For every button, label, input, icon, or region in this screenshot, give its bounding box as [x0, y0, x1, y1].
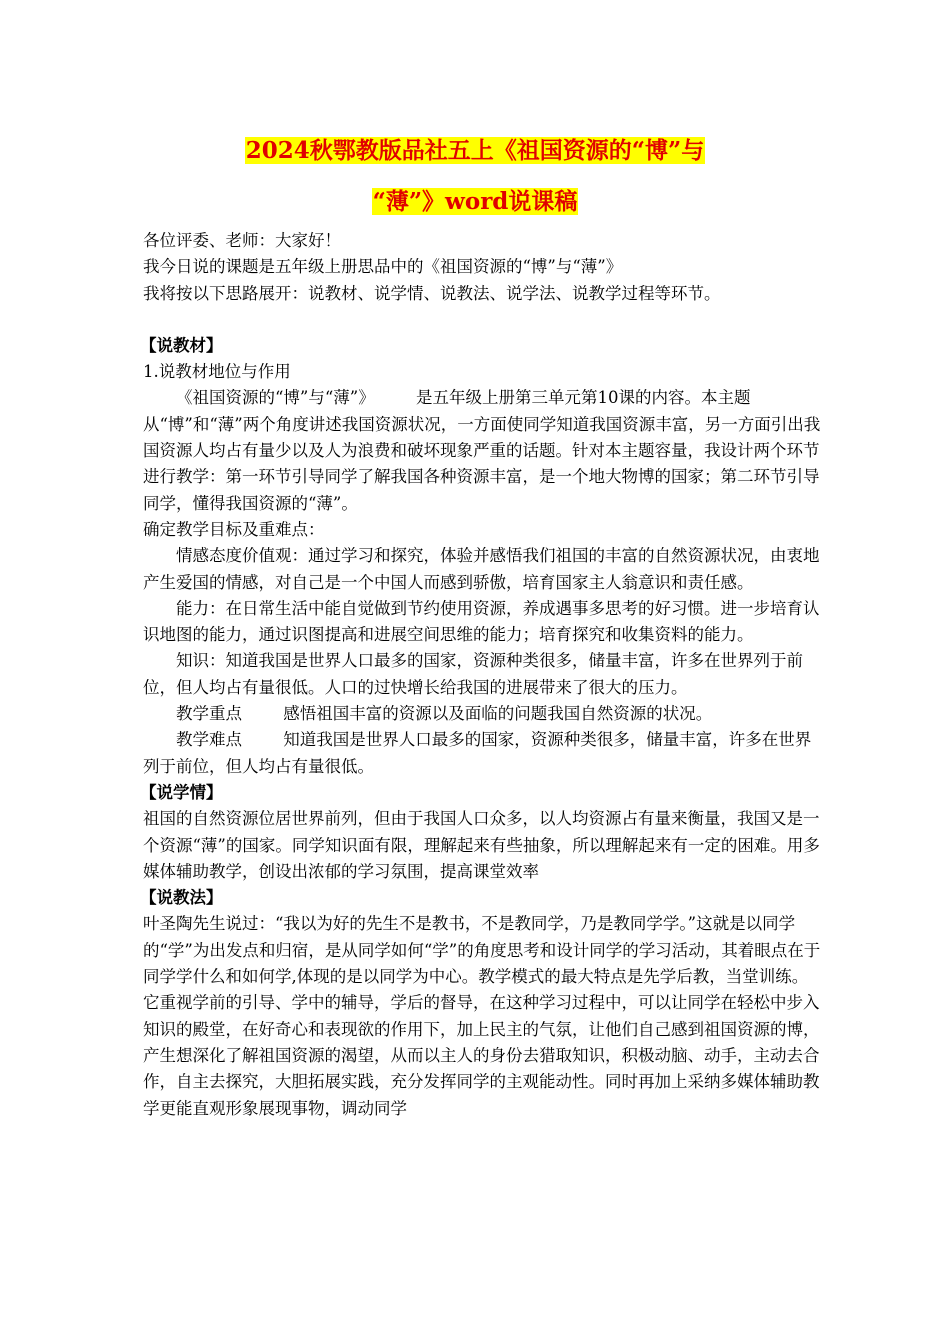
section-heading-methods: 【说教法】 — [140, 888, 223, 908]
difficulty-text: 知道我国是世界人口最多的国家，资源种类很多，储量丰富，许多在世界列于前位，但人均占有量很低。 — [143, 730, 812, 776]
section-heading-textbook: 【说教材】 — [140, 335, 223, 355]
section-heading-students: 【说学情】 — [140, 782, 223, 802]
title-text-2: “薄”》word说课稿 — [372, 188, 578, 215]
goal-ability: 能力：在日常生活中能自觉做到节约使用资源，养成遇事多思考的好习惯。进一步培育认识地图的能力，通过识图提高和进展空间思维的能力；培育探究和收集资料的能力。 — [143, 598, 820, 645]
key-point-text: 感悟祖国丰富的资源以及面临的问题我国自然资源的状况。 — [283, 704, 713, 724]
teaching-key-point — [143, 701, 823, 727]
greeting: 各位评委、老师：大家好！ — [143, 231, 341, 250]
goal-emotion: 情感态度价值观：通过学习和探究，体验并感悟我们祖国的丰富的自然资源状况，由衷地产生爱国的情感，对自己是一个中国人而感到骄傲，培育国家主人翁意识和责任感。 — [143, 546, 820, 592]
topic-intro: 我今日说的课题是五年级上册思品中的《祖国资源的“博”与“薄”》 — [143, 257, 623, 277]
title-line-1 — [0, 134, 950, 168]
teaching-difficulty — [143, 727, 823, 780]
document-body — [140, 228, 823, 1122]
key-point-label: 教学重点 — [176, 704, 242, 724]
outline-intro: 我将按以下思路展开：说教材、说学情、说教法、说学法、说教学过程等环节。 — [143, 283, 721, 303]
lesson-name: 《祖国资源的“博”与“薄”》 — [176, 388, 375, 408]
subheading-position: 1.说教材地位与作用 — [143, 362, 291, 382]
title-line-2 — [0, 185, 950, 219]
paragraph-methods: 叶圣陶先生说过：“我以为好的先生不是教书，不是教同学，乃是教同学学。”这就是以同学的“学”为出发点和归宿，是从同学如何“学”的角度思考和设计同学的学习活动，其着眼点在于同学学什么和如何学,体现的是以同学为中心。教学模式的最大特点是先学后教，当堂训练。它重视学前的引导、学中的辅导，学后的督导，在这种学习过程中，可以让同学在轻松中步入知识的殿堂，在好奇心和表现欲的作用下，加上民主的气氛，让他们自己感到祖国资源的博，产生想深化了解祖国资源的渴望，从而以主人的身份去猎取知识，积极动脑、动手，主动去合作，自主去探究，大胆拓展实践，充分发挥同学的主观能动性。同时再加上采纳多媒体辅助教学更能直观形象展现事物，调动同学 — [143, 914, 821, 1118]
goal-knowledge: 知识：知道我国是世界人口最多的国家，资源种类很多，储量丰富，许多在世界列于前位，但人均占有量很低。人口的过快增长给我国的进展带来了很大的压力。 — [143, 651, 803, 697]
goals-heading: 确定教学目标及重难点： — [143, 519, 325, 539]
paragraph-textbook-position-text: 是五年级上册第三单元第10课的内容。本主题从“博”和“薄”两个角度讲述我国资源状况，一方面使同学知道我国资源丰富，另一方面引出我国资源人均占有量少以及人为浪费和破坏现象严重的话题。针对本主题容量，我设计两个环节进行教学：第一环节引导同学了解我国各种资源丰富，是一个地大物博的国家；第二环节引导同学，懂得我国资源的“薄”。 — [143, 388, 821, 513]
difficulty-label: 教学难点 — [176, 730, 242, 750]
title-text-1: 2024秋鄂教版品社五上《祖国资源的“博”与 — [245, 137, 705, 164]
paragraph-textbook-position — [143, 385, 823, 516]
paragraph-students: 祖国的自然资源位居世界前列，但由于我国人口众多，以人均资源占有量来衡量，我国又是一个资源“薄”的国家。同学知识面有限，理解起来有些抽象，所以理解起来有一定的困难。用多媒体辅助教学，创设出浓郁的学习氛围，提高课堂效率 — [143, 809, 820, 881]
